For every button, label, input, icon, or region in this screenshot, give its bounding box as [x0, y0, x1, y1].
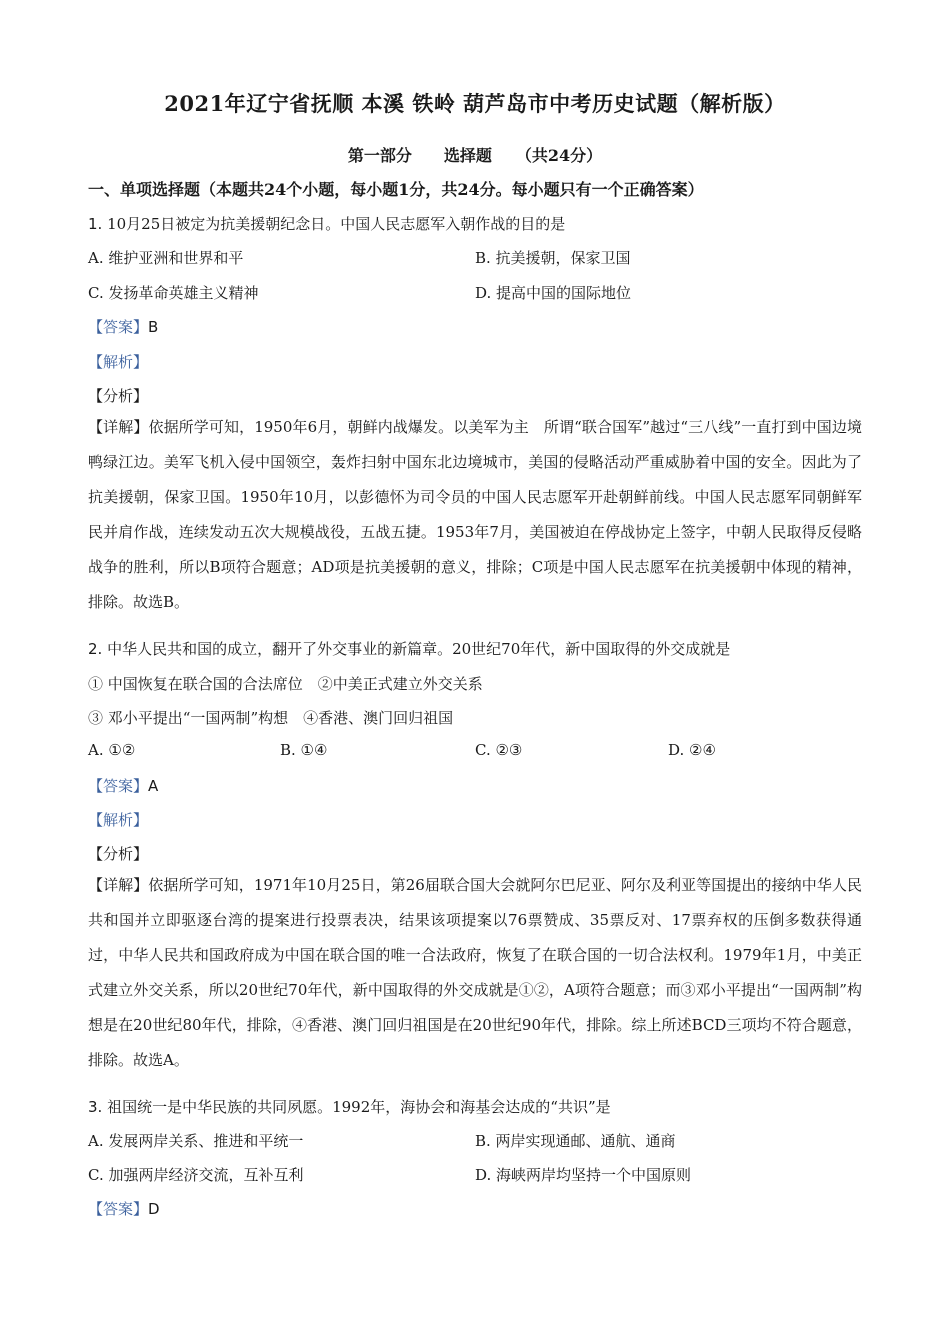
answer-label: 【答案】 [88, 1200, 149, 1218]
question-1-option-d: D. 提高中国的国际地位 [475, 284, 632, 302]
question-1-fenxi-label: 【分析】 [88, 387, 149, 405]
question-3-answer [88, 1198, 160, 1219]
question-3-option-a: A. 发展两岸关系、推进和平统一 [88, 1132, 304, 1150]
question-2-jiexi-label: 【解析】 [88, 811, 149, 829]
answer-value: A [148, 777, 159, 795]
question-2-option-d: D. ②④ [668, 741, 716, 759]
question-2-item-1: ① 中国恢复在联合国的合法席位 ②中美正式建立外交关系 [88, 675, 483, 693]
question-2-item-2: ③ 邓小平提出“一国两制”构想 ④香港、澳门回归祖国 [88, 709, 454, 727]
answer-value: D [148, 1200, 160, 1218]
question-stem-text: 10月25日被定为抗美援朝纪念日。中国人民志愿军入朝作战的目的是 [107, 215, 566, 233]
question-3-stem [88, 1096, 611, 1117]
question-1-stem [88, 213, 565, 234]
question-number: 2. [88, 640, 103, 658]
question-2-answer [88, 775, 158, 796]
part-heading: 第一部分 选择题 （共24分） [347, 146, 603, 165]
question-2-stem [88, 638, 730, 659]
question-1-option-b: B. 抗美援朝，保家卫国 [475, 249, 631, 267]
document-title: 2021年辽宁省抚顺 本溪 铁岭 葫芦岛市中考历史试题（解析版） [164, 91, 786, 116]
question-1-option-c: C. 发扬革命英雄主义精神 [88, 284, 259, 302]
detail-text: 依据所学可知，1971年10月25日，第26届联合国大会就阿尔巴尼亚、阿尔及利亚等国提出的接纳中华人民共和国并立即驱逐台湾的提案进行投票表决，结果该项提案以76票赞成、35票反对、17票弃权的压倒多数获得通过，中华人民共和国政府成为中国在联合国的唯一合法政府，恢复了在联合国的一切合法权利。1979年1月，中美正式建立外交关系，所以20世纪70年代，新中国取得的外交成就是①②，A项符合题意；而③邓小平提出“一国两制”构想是在20世纪80年代，排除，④香港、澳门回归祖国是在20世纪90年代，排除。综上所述BCD三项均不符合题意，排除。故选A。 [88, 876, 862, 1069]
section-heading: 一、单项选择题（本题共24个小题，每小题1分，共24分。每小题只有一个正确答案） [88, 180, 704, 199]
question-3-option-d: D. 海峡两岸均坚持一个中国原则 [475, 1166, 692, 1184]
question-number: 3. [88, 1098, 103, 1116]
detail-label: 【详解】 [88, 876, 149, 894]
question-1-answer [88, 316, 158, 337]
question-2-option-a: A. ①② [88, 741, 136, 759]
answer-label: 【答案】 [88, 777, 149, 795]
detail-text: 依据所学可知，1950年6月，朝鲜内战爆发。以美军为主 所谓“联合国军”越过“三八线”一直打到中国边境鸭绿江边。美军飞机入侵中国领空，轰炸扫射中国东北边境城市，美国的侵略活动严重威胁着中国的安全。因此为了抗美援朝，保家卫国。1950年10月，以彭德怀为司令员的中国人民志愿军开赴朝鲜前线。中国人民志愿军同朝鲜军民并肩作战，连续发动五次大规模战役，五战五捷。1953年7月，美国被迫在停战协定上签字，中朝人民取得反侵略战争的胜利，所以B项符合题意；AD项是抗美援朝的意义，排除；C项是中国人民志愿军在抗美援朝中体现的精神，排除。故选B。 [88, 418, 862, 611]
question-2-option-b: B. ①④ [280, 741, 328, 759]
detail-label: 【详解】 [88, 418, 149, 436]
question-number: 1. [88, 215, 103, 233]
question-2-fenxi-label: 【分析】 [88, 845, 149, 863]
question-2-detail [88, 868, 862, 1078]
question-1-option-a: A. 维护亚洲和世界和平 [88, 249, 244, 267]
question-3-option-b: B. 两岸实现通邮、通航、通商 [475, 1132, 676, 1150]
question-1-detail [88, 410, 862, 620]
question-3-option-c: C. 加强两岸经济交流，互补互利 [88, 1166, 304, 1184]
question-1-jiexi-label: 【解析】 [88, 353, 149, 371]
answer-label: 【答案】 [88, 318, 149, 336]
question-stem-text: 祖国统一是中华民族的共同夙愿。1992年，海协会和海基会达成的“共识”是 [107, 1098, 611, 1116]
answer-value: B [148, 318, 159, 336]
question-stem-text: 中华人民共和国的成立，翻开了外交事业的新篇章。20世纪70年代，新中国取得的外交成就是 [107, 640, 731, 658]
question-2-option-c: C. ②③ [475, 741, 523, 759]
